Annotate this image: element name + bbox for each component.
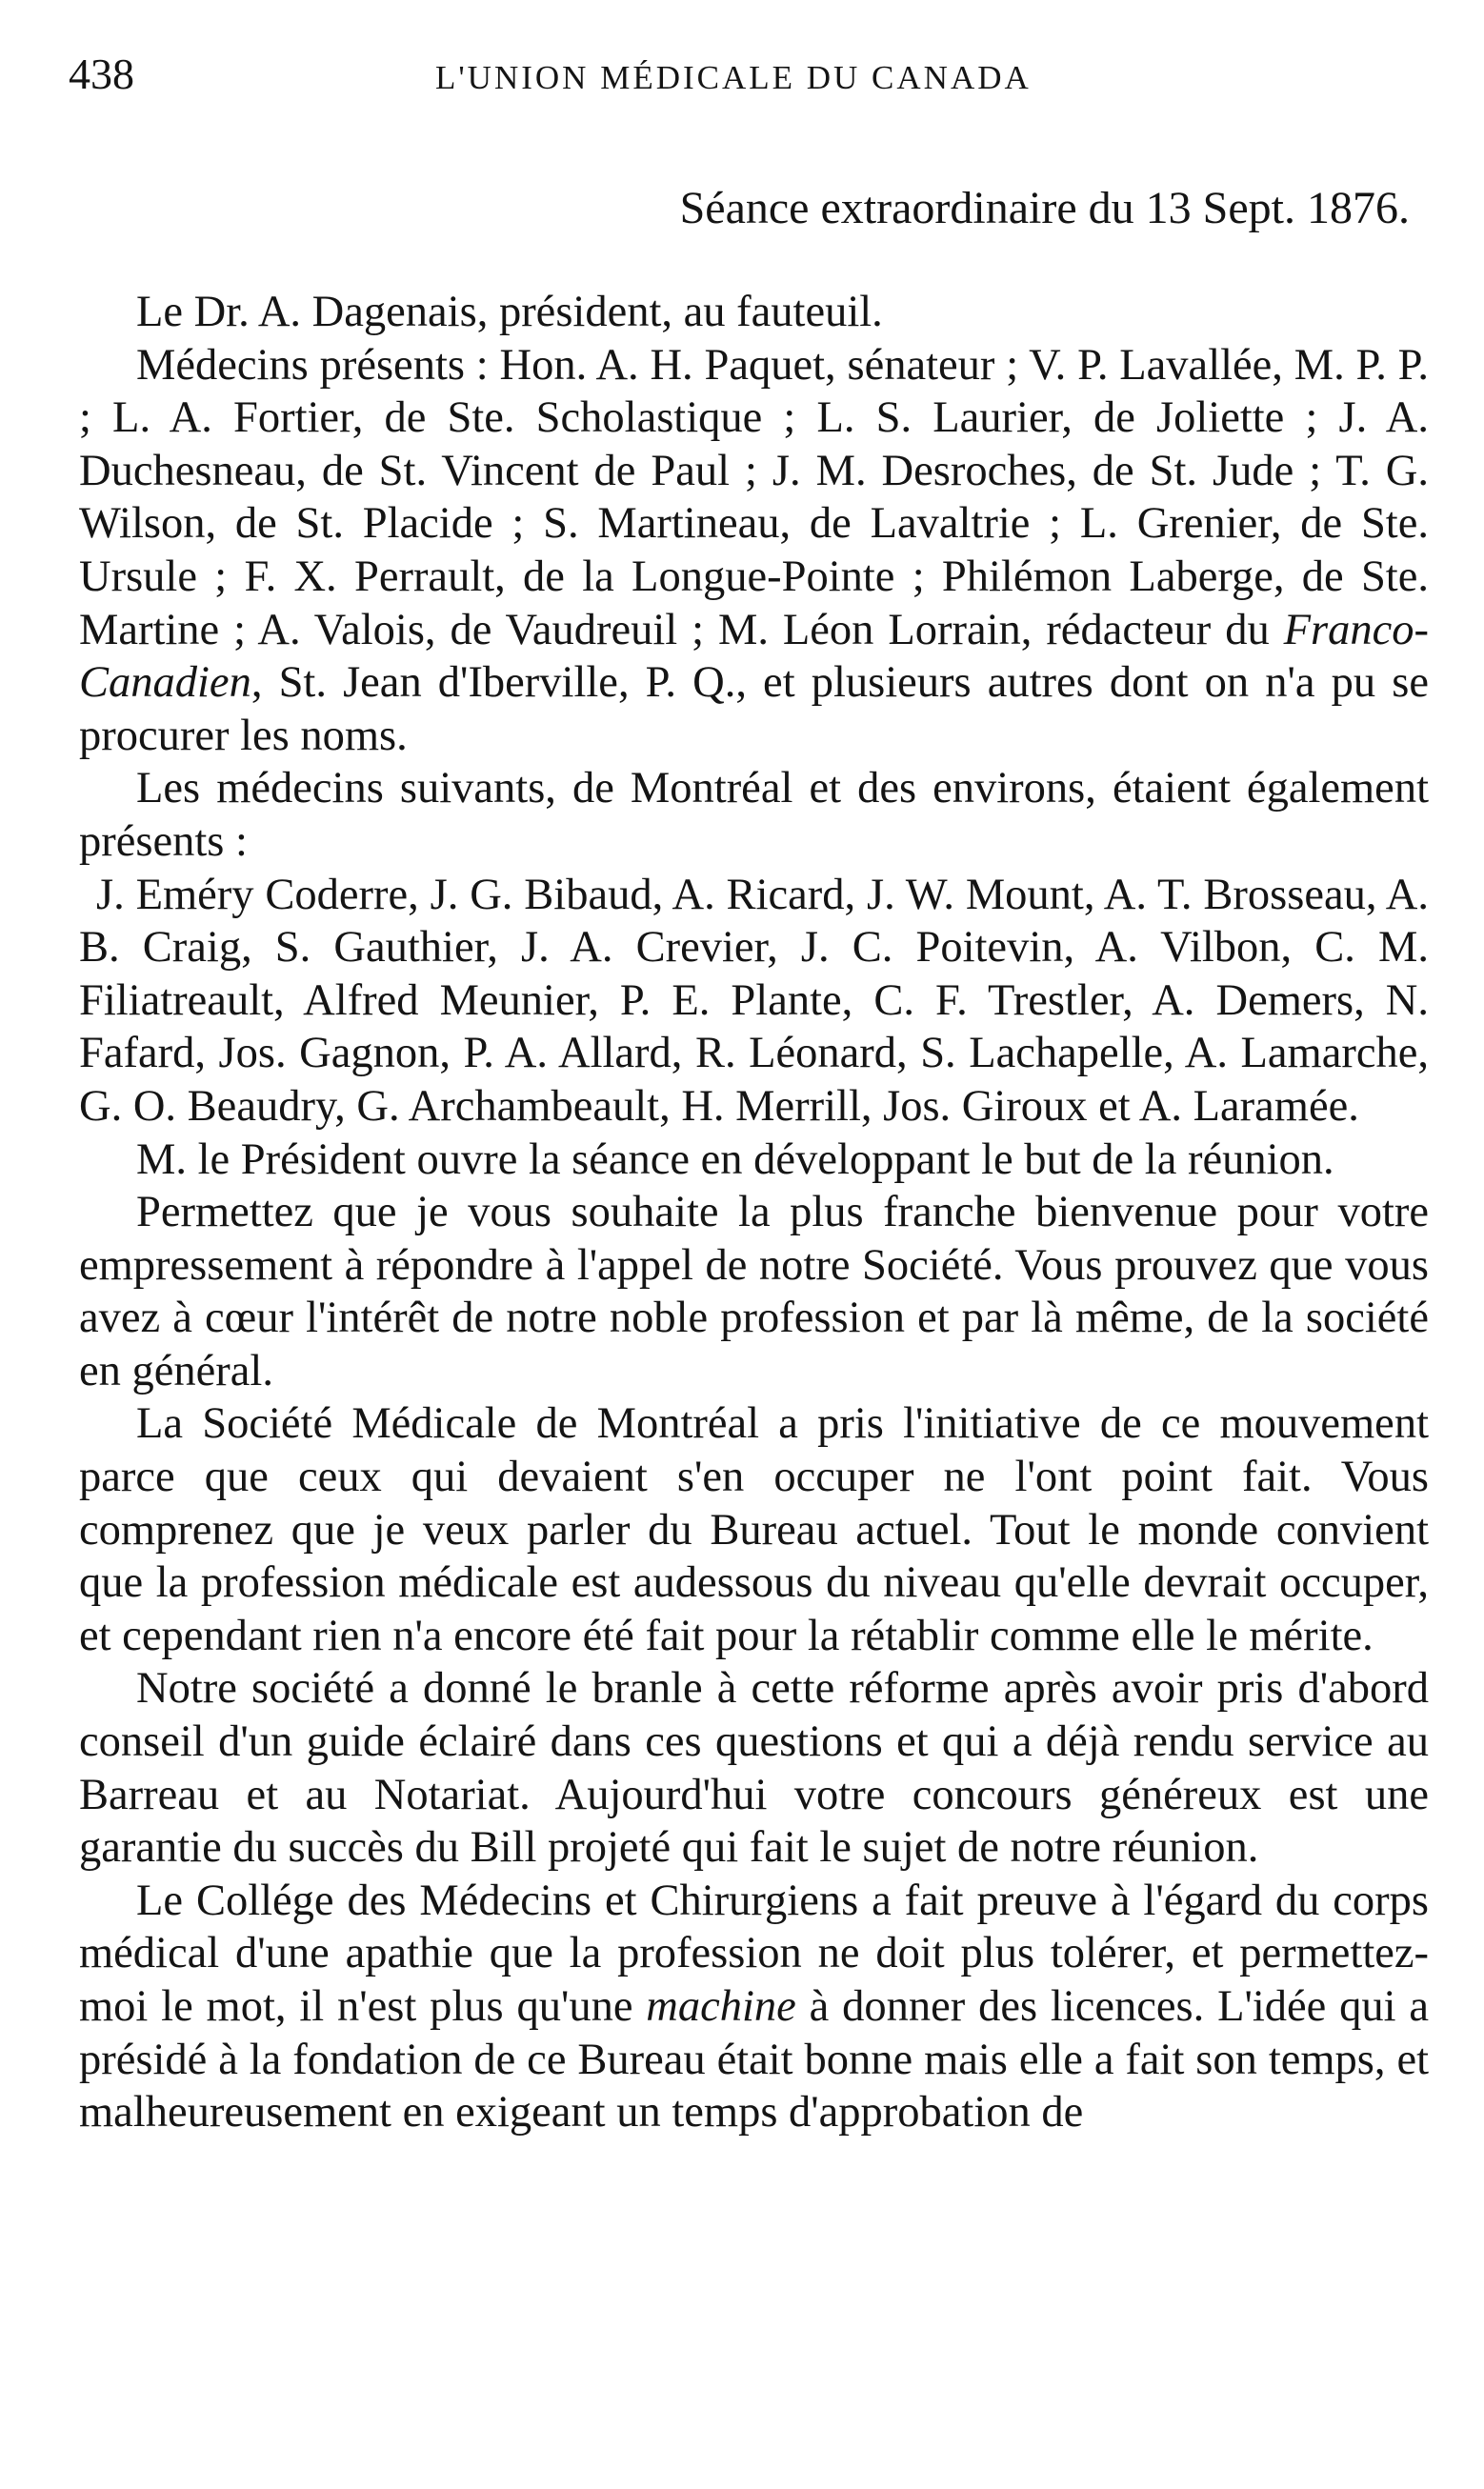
paragraph-president: Le Dr. A. Dagenais, président, au fauteuil. [136, 288, 883, 336]
paragraph-montreal-intro: Les médecins suivants, de Montréal et des environs, étaient également présents : [79, 764, 1429, 866]
paragraph-welcome: Permettez que je vous souhaite la plus franche bienvenue pour votre empressement à répondre à l'appel de notre Société. Vous prouvez que vous avez à cœur l'intérêt de notre noble profession et par là même, de la société en général. [79, 1188, 1429, 1395]
session-title: Séance extraordinaire du 13 Sept. 1876. [679, 183, 1410, 233]
newspaper-title: Franco-Canadien [79, 605, 1429, 708]
page-header [69, 46, 1415, 103]
paragraph-reform: Notre société a donné le branle à cette réforme après avoir pris d'abord conseil d'un guide éclairé dans ces questions et qui a déjà rendu service au Barreau et au Notariat. Aujourd'hui votre concours généreux est une garantie du succès du Bill projeté qui fait le sujet de notre réunion. [79, 1664, 1429, 1873]
college-text: Le Collége des Médecins et Chirurgiens a fait preuve à l'égard du corps médical d'une apathie que la profession ne doit plus tolérer, et permettez-moi le mot, il n'est plus qu'une [79, 1876, 1429, 2031]
paragraph-attendees [79, 339, 1429, 763]
page-number: 438 [69, 50, 134, 98]
paragraph-initiative: La Société Médicale de Montréal a pris l'initiative de ce mouvement parce que ceux qui devaient s'en occuper ne l'ont point fait. Vous comprenez que je veux parler du Bureau actuel. Tout le monde convient que la profession médicale est audessous du niveau qu'elle devrait occuper, et cependant rien n'a encore été fait pour la rétablir comme elle le mérite. [79, 1399, 1429, 1660]
paragraph-opening: M. le Président ouvre la séance en développant le but de la réunion. [136, 1134, 1334, 1184]
running-head: L'UNION MÉDICALE DU CANADA [435, 59, 1032, 96]
attendees-text: Médecins présents : Hon. A. H. Paquet, sénateur ; V. P. Lavallée, M. P. P. ; L. A. Fortier, de Ste. Scholastique ; L. S. Laurier, de Joliette ; J. A. Duchesneau, de St. Vincent de Paul ; J. M. Desroches, de St. Jude ; T. G. Wilson, de St. Placide ; S. Martineau, de Lavaltrie ; L. Grenier, de Ste. Ursule ; F. X. Perrault, de la Longue-Pointe ; Philémon Laberge, de Ste. Martine ; A. Valois, de Vaudreuil ; M. Léon Lorrain, rédacteur du [79, 340, 1429, 654]
paragraph-college [79, 1875, 1429, 2139]
body-text [79, 286, 1429, 2139]
attendees-text-end: , St. Jean d'Iberville, P. Q., et plusieurs autres dont on n'a pu se procurer les noms. [79, 658, 1429, 760]
machine-word: machine [646, 1982, 796, 2031]
college-text-end: à donner des licences. L'idée qui a présidé à la fondation de ce Bureau était bonne mais elle a fait son temps, et malheureusement en exigeant un temps d'approbation de [79, 1982, 1430, 2138]
paragraph-montreal-names: J. Eméry Coderre, J. G. Bibaud, A. Ricard, J. W. Mount, A. T. Brosseau, A. B. Craig, S. Gauthier, J. A. Crevier, J. C. Poitevin, A. Vilbon, C. M. Filiatreault, Alfred Meunier, P. E. Plante, C. F. Trestler, A. Demers, N. Fafard, Jos. Gagnon, P. A. Allard, R. Léonard, S. Lachapelle, A. Lamarche, G. O. Beaudry, G. Archambeault, H. Merrill, Jos. Giroux et A. Laramée. [79, 870, 1429, 1131]
